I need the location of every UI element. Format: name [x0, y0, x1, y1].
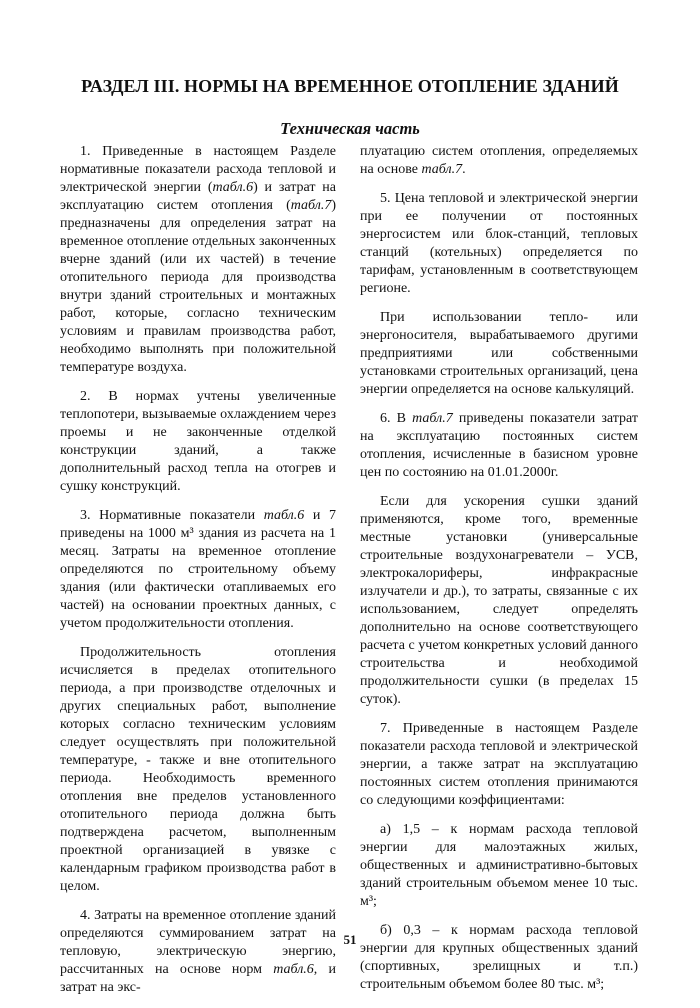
paragraph-7: 7. Приведенные в настоящем Разделе показатели расхода тепловой и электрической энергии, а также затрат на эксплуатацию постоянных систем отопления принимаются со следующими коэффициентами:: [360, 721, 638, 808]
right-column: [360, 143, 638, 1005]
table-reference: табл.7: [412, 411, 453, 426]
paragraph-6: 6. В табл.7 приведены показатели затрат на эксплуатацию постоянных систем отопления, исчисленные в базисном уровне цен по состоянию на 01.01.2000г.: [360, 411, 638, 480]
paragraph-5: 5. Цена тепловой и электрической энергии при ее получении от постоянных энергосистем или блок-станций, тепловых станций (котельных) определяется по тарифам, установленным в соответствующем регионе.: [360, 191, 638, 296]
paragraph-4: 4. Затраты на временное отопление зданий определяются суммированием затрат на тепловую, электрическую энергию, рассчитанных на основе норм табл.6, и затрат на экс-: [60, 908, 336, 995]
table-reference: табл.6: [263, 508, 305, 523]
paragraph-2: 2. В нормах учтены увеличенные теплопотери, вызываемые охлаждением через проемы и не законченные отделкой конструкции зданий, а также дополнительный расход тепла на отогрев и сушку конструкций.: [60, 389, 336, 494]
paragraph-4-continued: плуатацию систем отопления, определяемых на основе табл.7.: [360, 144, 638, 177]
section-subtitle: Техническая часть: [280, 119, 420, 138]
coefficient-a: а) 1,5 – к нормам расхода тепловой энергии для малоэтажных жилых, общественных и административно-бытовых зданий строительным объемом менее 10 тыс. м³;: [360, 822, 638, 909]
paragraph-duration: Продолжительность отопления исчисляется в пределах отопительного периода, а при производстве отделочных и других специальных работ, выполнение которых согласно техническим условиям следует осуществлять при положительной температуре, - также и вне отопительного периода. Необходимость временного отопления вне пределов установленного отопительного периода должна быть подтверждена расчетом, выполненным проектной организацией в увязке с календарным графиком производства работ в целом.: [60, 645, 336, 894]
section-title: РАЗДЕЛ III. НОРМЫ НА ВРЕМЕННОЕ ОТОПЛЕНИЕ ЗДАНИЙ: [81, 76, 619, 96]
table-reference: табл.7: [421, 162, 463, 177]
paragraph-drying: Если для ускорения сушки зданий применяются, кроме того, временные местные установки (универсальные строительные воздухонагреватели – УСВ, электрокалориферы, инфракрасные излучатели и др.), то затраты, связанные с их использованием, следует определять дополнительно на основе соответствующего расчета с учетом конкретных условий данного строительства и необходимой продолжительности сушки (в пределах 15 суток).: [360, 494, 638, 707]
table-reference: табл.7: [290, 198, 332, 213]
table-reference: табл.6: [273, 962, 314, 977]
coefficient-b: б) 0,3 – к нормам расхода тепловой энергии для крупных общественных зданий (спортивных, зрелищных и т.п.) строительным объемом более 80 тыс. м³;: [360, 923, 638, 992]
left-column: [60, 143, 336, 1008]
paragraph-1: 1. Приведенные в настоящем Разделе нормативные показатели расхода тепловой и электрической энергии (табл.6) и затрат на эксплуатацию систем отопления (табл.7) предназначены для определения затрат на временное отопление отдельных законченных вчерне зданий (или их частей) в течение отопительного периода для производства внутри зданий строительных и монтажных работ, которые, согласно техническим условиям и правилам производства работ, необходимо выполнять при положительной температуре воздуха.: [60, 144, 336, 375]
page-number: 51: [343, 932, 357, 947]
table-reference: табл.6: [212, 180, 254, 195]
paragraph-energy-carrier: При использовании тепло- или энергоносителя, вырабатываемого другими предприятиями или собственными установками строительных организаций, цена энергии определяется на основе калькуляций.: [360, 310, 638, 397]
paragraph-3: 3. Нормативные показатели табл.6 и 7 приведены на 1000 м³ здания из расчета на 1 месяц. Затраты на временное отопление определяются по строительному объему здания (или фактически отапливаемых его частей) на основании проектных данных, с учетом продолжительности отопления.: [60, 508, 336, 631]
